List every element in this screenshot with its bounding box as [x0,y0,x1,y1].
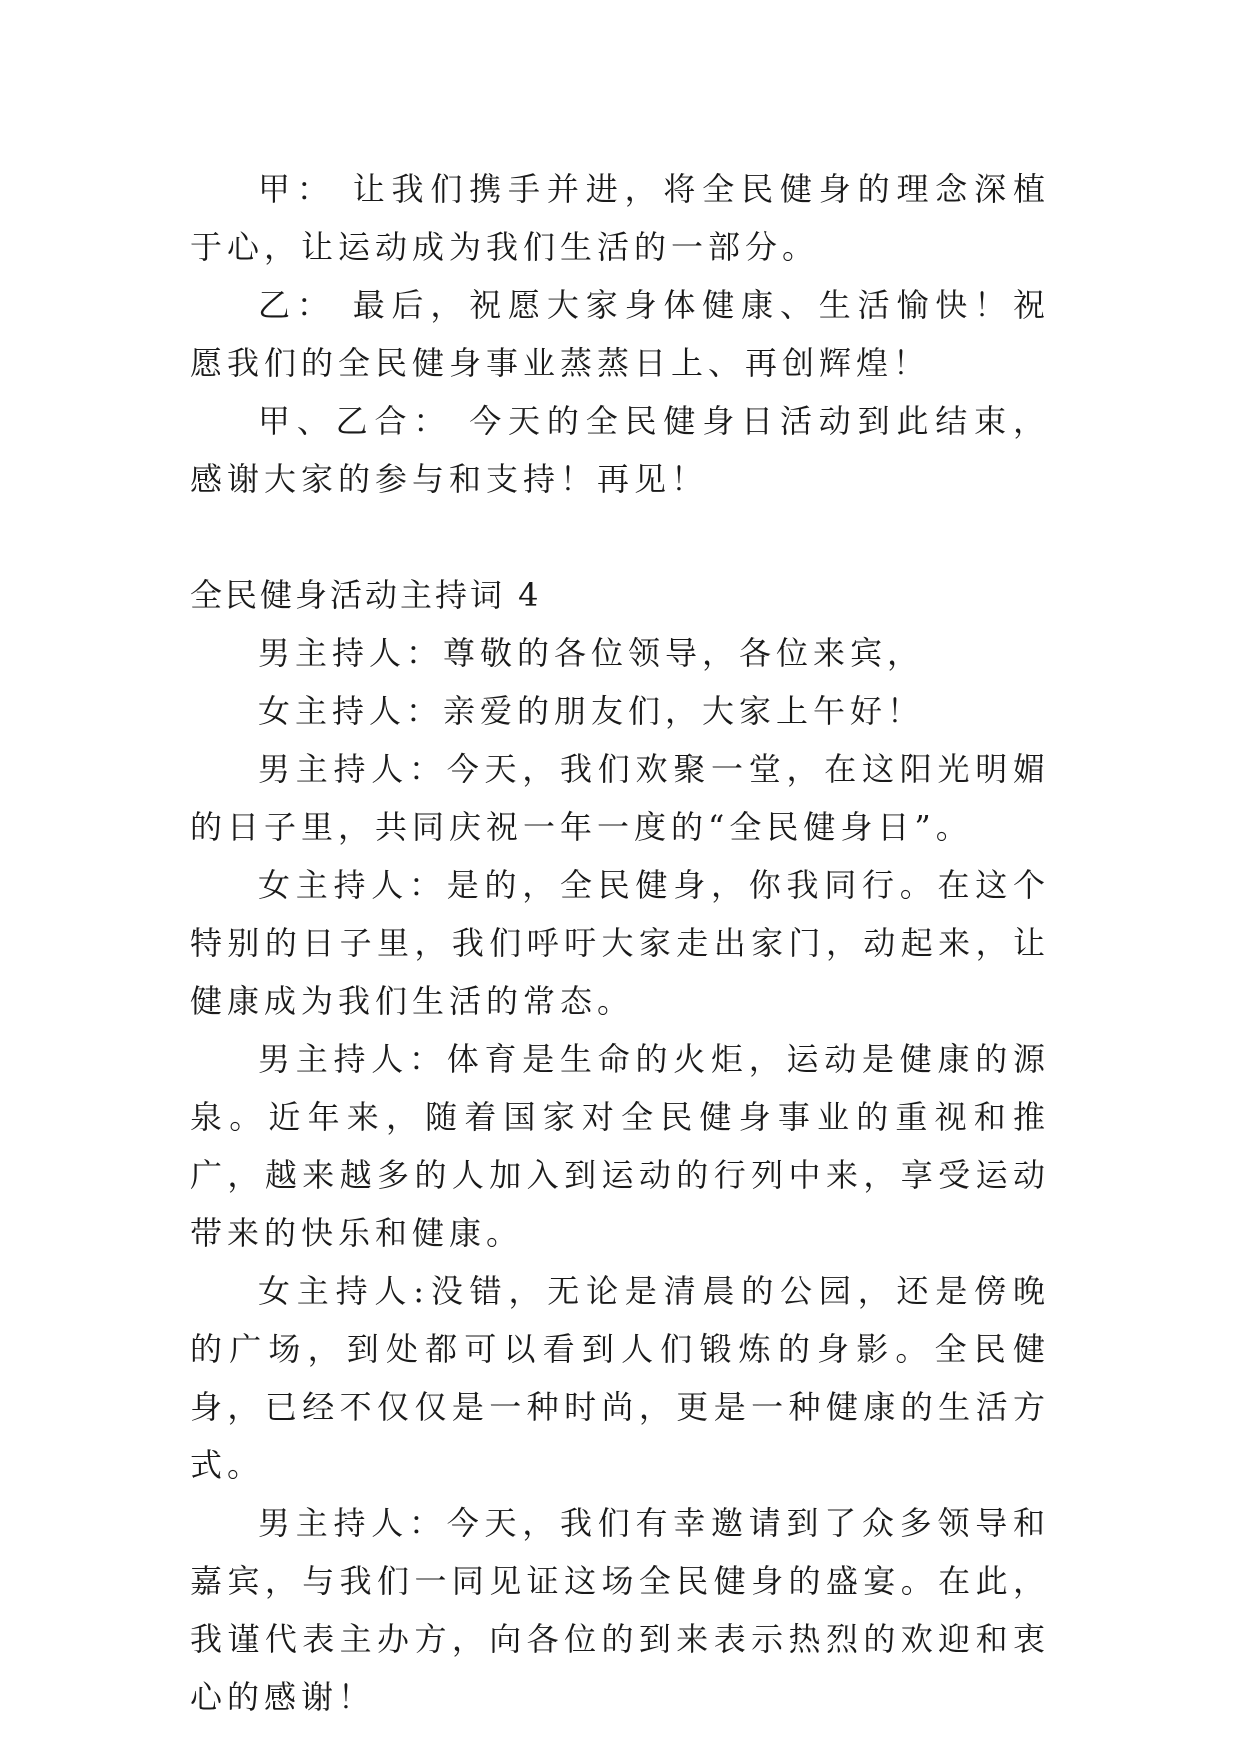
paragraph-female-host-call: 女主持人：是的，全民健身，你我同行。在这个特别的日子里，我们呼吁大家走出家门，动起来，让健康成为我们生活的常态。 [190,866,1050,1020]
paragraph-male-host-greeting: 男主持人：尊敬的各位领导，各位来宾， [258,634,925,672]
section-title: 全民健身活动主持词 4 [190,576,542,614]
paragraph-female-host-lifestyle: 女主持人:没错，无论是清晨的公园，还是傍晚的广场，到处都可以看到人们锻炼的身影。全民健身，已经不仅仅是一种时尚，更是一种健康的生活方式。 [190,1272,1050,1484]
paragraph-male-host-celebration: 男主持人：今天，我们欢聚一堂，在这阳光明媚的日子里，共同庆祝一年一度的“全民健身日”。 [190,750,1050,846]
paragraph-jia-closing: 甲： 让我们携手并进，将全民健身的理念深植于心，让运动成为我们生活的一部分。 [190,170,1050,266]
paragraph-joint-farewell: 甲、乙合： 今天的全民健身日活动到此结束，感谢大家的参与和支持！再见！ [190,402,1050,498]
paragraph-yi-wishes: 乙： 最后，祝愿大家身体健康、生活愉快！祝愿我们的全民健身事业蒸蒸日上、再创辉煌！ [190,286,1050,382]
document-body [190,160,1050,1726]
paragraph-female-host-greeting: 女主持人：亲爱的朋友们，大家上午好！ [258,692,925,730]
paragraph-male-host-welcome: 男主持人：今天，我们有幸邀请到了众多领导和嘉宾，与我们一同见证这场全民健身的盛宴。在此，我谨代表主办方，向各位的到来表示热烈的欢迎和衷心的感谢！ [190,1504,1050,1716]
section-spacer [190,508,1050,566]
paragraph-male-host-sports: 男主持人：体育是生命的火炬，运动是健康的源泉。近年来，随着国家对全民健身事业的重视和推广，越来越多的人加入到运动的行列中来，享受运动带来的快乐和健康。 [190,1040,1050,1252]
